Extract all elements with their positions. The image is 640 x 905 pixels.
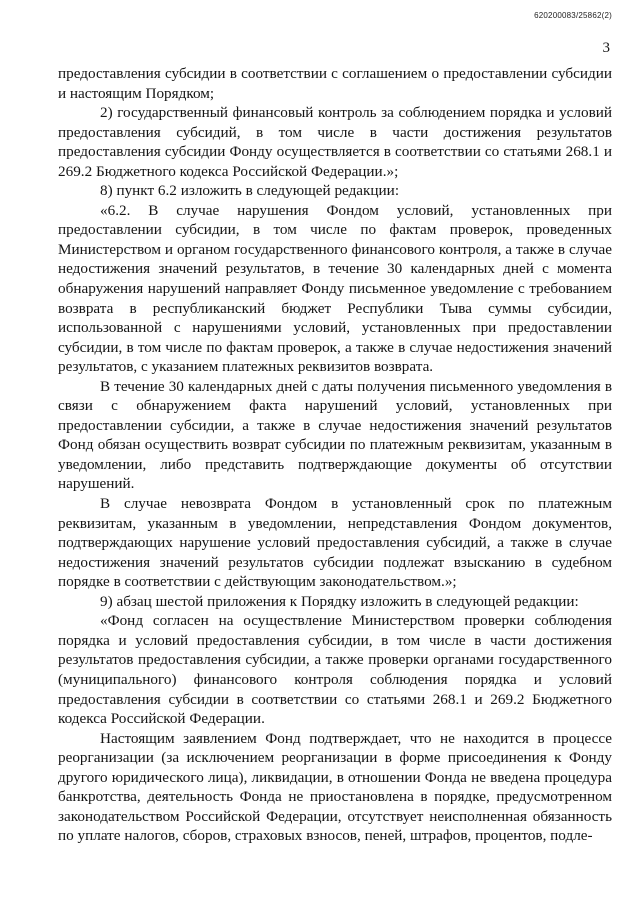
paragraph: «6.2. В случае нарушения Фондом условий, установленных при предоставлении субсидии, в том числе по фактам проверок, проведенных Министерством и органом государственного финансового контроля, а также в случае недостижения значений результатов, в течение 30 календарных дней с момента обнаружения нарушений направляет Фонду письменное уведомление с требованием возврата в республиканский бюджет Республики Тыва суммы субсидии, использованной с нарушениями условий, установленных при предоставлении субсидии, в том числе по фактам проверок, а также в случае недостижения значений результатов, с указанием платежных реквизитов возврата.: [58, 201, 612, 376]
page-number: 3: [602, 40, 610, 56]
paragraph: Настоящим заявлением Фонд подтверждает, что не находится в процессе реорганизации (за исключением реорганизации в форме присоединения к Фонду другого юридического лица), ликвидации, в отношении Фонда не введена процедура банкротства, деятельность Фонда не приостановлена в порядке, предусмотренном законодательством Российской Федерации, отсутствует неисполненная обязанность по уплате налогов, сборов, страховых взносов, пеней, штрафов, процентов, подле-: [58, 729, 612, 845]
paragraph: В течение 30 календарных дней с даты получения письменного уведомления в связи с обнаружением факта нарушений условий, установленных при предоставлении субсидии, а также в случае недостижения значений результатов Фонд обязан осуществить возврат субсидии по платежным реквизитам, указанным в уведомлении, либо представить подтверждающие документы об отсутствии нарушений.: [58, 377, 612, 493]
paragraph: предоставления субсидии в соответствии с соглашением о предоставлении субсидии и настоящим Порядком;: [58, 65, 612, 102]
paragraph: «Фонд согласен на осуществление Министерством проверки соблюдения порядка и условий предоставления субсидии, в том числе в части достижения результатов предоставления субсидии, а также проверки органами государственного (муниципального) финансового контроля соблюдения порядка и условий предоставления субсидии в соответствии со статьями 268.1 и 269.2 Бюджетного кодекса Российской Федерации.: [58, 612, 612, 728]
document-body: [58, 64, 612, 846]
paragraph: 2) государственный финансовый контроль за соблюдением порядка и условий предоставления субсидий, в том числе в части достижения результатов предоставления субсидии Фонду осуществляется в соответствии со статьями 268.1 и 269.2 Бюджетного кодекса Российской Федерации.»;: [58, 104, 612, 180]
paragraph: 9) абзац шестой приложения к Порядку изложить в следующей редакции:: [100, 592, 579, 610]
paragraph: В случае невозврата Фондом в установленный срок по платежным реквизитам, указанным в уведомлении, непредставления Фондом документов, подтверждающих нарушение условий предоставления субсидий, а также в случае недостижения значений результатов субсидии подлежат взысканию в судебном порядке в соответствии с действующим законодательством.»;: [58, 495, 612, 591]
paragraph: 8) пункт 6.2 изложить в следующей редакции:: [100, 182, 400, 200]
document-id: 620200083/25862(2): [534, 11, 612, 20]
